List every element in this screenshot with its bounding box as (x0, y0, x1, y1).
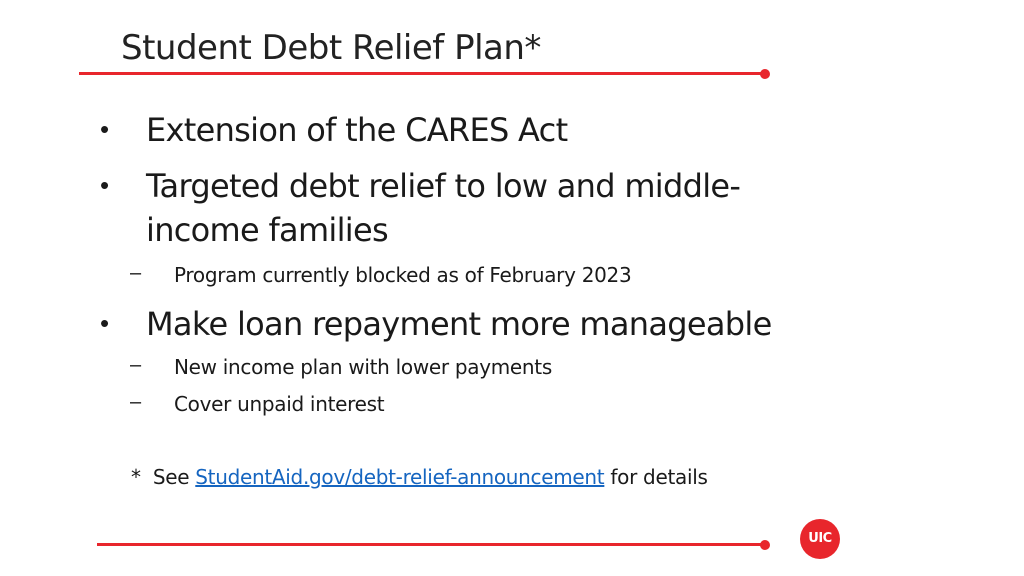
bullet-marker: • (100, 114, 110, 144)
bullet-marker: • (100, 170, 110, 200)
sub-bullet-text: New income plan with lower payments (174, 355, 552, 379)
sub-bullet-text: Program currently blocked as of February 2023 (174, 263, 632, 287)
bullet-text: Targeted debt relief to low and middle-income families (146, 167, 741, 249)
sub-bullet-marker: – (130, 262, 142, 284)
bullet-text: Extension of the CARES Act (146, 111, 568, 149)
bottom-divider (97, 543, 765, 546)
sub-bullet-text: Cover unpaid interest (174, 392, 385, 416)
divider-end-dot (760, 69, 770, 79)
footnote-suffix: for details (604, 465, 708, 489)
sub-bullet-marker: – (130, 391, 142, 413)
footnote (131, 464, 708, 490)
uic-logo: UIC (800, 519, 840, 559)
slide-title: Student Debt Relief Plan* (121, 28, 541, 68)
divider-end-dot (760, 540, 770, 550)
debt-relief-link[interactable]: StudentAid.gov/debt-relief-announcement (195, 465, 605, 489)
bullet-marker: • (100, 308, 110, 338)
bullet-text: Make loan repayment more manageable (146, 305, 772, 343)
sub-bullet-marker: – (130, 354, 142, 376)
footnote-prefix: * See (131, 465, 196, 489)
top-divider (79, 72, 765, 75)
